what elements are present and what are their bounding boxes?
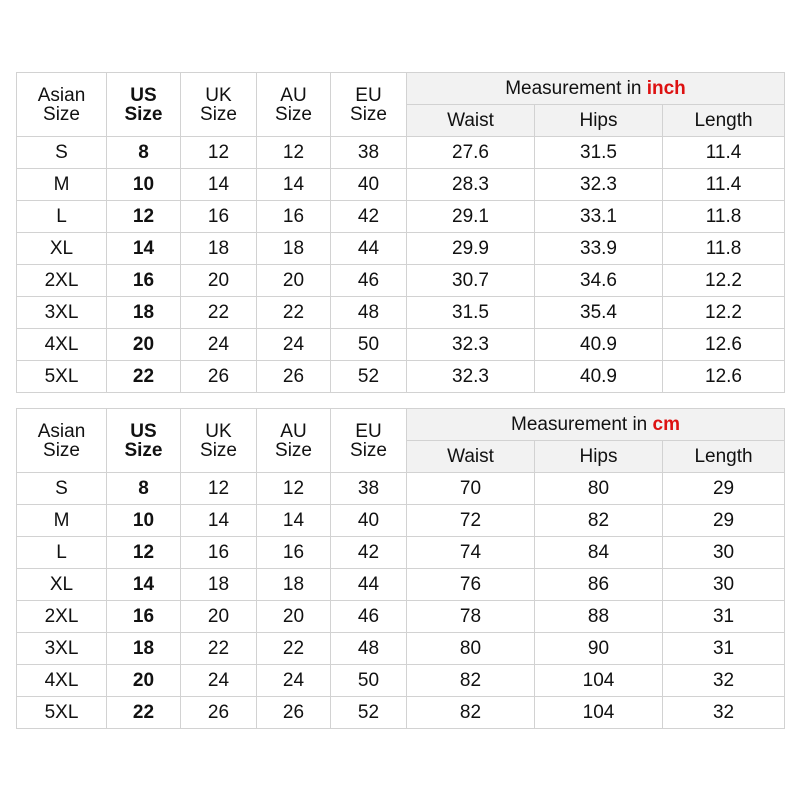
header-hips: Hips xyxy=(535,105,663,137)
measurement-unit: inch xyxy=(646,78,686,99)
eu-size-cell: 44 xyxy=(331,569,407,601)
asian-size-cell: 2XL xyxy=(17,265,107,297)
asian-size-cell: XL xyxy=(17,233,107,265)
measurement-prefix: Measurement in xyxy=(511,414,648,435)
us-size-cell: 18 xyxy=(107,633,181,665)
us-size-cell: 8 xyxy=(107,137,181,169)
table-body xyxy=(17,473,785,729)
table-row xyxy=(17,473,785,505)
header-eu-line1: EU xyxy=(355,420,382,442)
header-length: Length xyxy=(663,105,785,137)
asian-size-cell: S xyxy=(17,473,107,505)
table-row xyxy=(17,537,785,569)
table-body xyxy=(17,137,785,393)
table-row xyxy=(17,201,785,233)
hips-cell: 32.3 xyxy=(535,169,663,201)
length-cell: 11.4 xyxy=(663,137,785,169)
header-uk-line2: Size xyxy=(200,439,237,461)
header-uk-line1: UK xyxy=(205,84,232,106)
length-cell: 11.8 xyxy=(663,201,785,233)
uk-size-cell: 16 xyxy=(181,201,257,233)
hips-cell: 88 xyxy=(535,601,663,633)
waist-cell: 28.3 xyxy=(407,169,535,201)
hips-cell: 34.6 xyxy=(535,265,663,297)
length-cell: 11.8 xyxy=(663,233,785,265)
asian-size-cell: M xyxy=(17,169,107,201)
header-uk-line1: UK xyxy=(205,420,232,442)
hips-cell: 31.5 xyxy=(535,137,663,169)
header-au-size xyxy=(257,73,331,137)
eu-size-cell: 38 xyxy=(331,137,407,169)
length-cell: 31 xyxy=(663,601,785,633)
waist-cell: 82 xyxy=(407,665,535,697)
asian-size-cell: 2XL xyxy=(17,601,107,633)
us-size-cell: 22 xyxy=(107,361,181,393)
hips-cell: 33.9 xyxy=(535,233,663,265)
table-row xyxy=(17,233,785,265)
length-cell: 31 xyxy=(663,633,785,665)
us-size-cell: 14 xyxy=(107,233,181,265)
us-size-cell: 18 xyxy=(107,297,181,329)
au-size-cell: 26 xyxy=(257,361,331,393)
au-size-cell: 24 xyxy=(257,329,331,361)
table-row xyxy=(17,601,785,633)
hips-cell: 84 xyxy=(535,537,663,569)
header-waist: Waist xyxy=(407,105,535,137)
us-size-cell: 16 xyxy=(107,601,181,633)
header-asian-size xyxy=(17,409,107,473)
eu-size-cell: 52 xyxy=(331,361,407,393)
header-au-line2: Size xyxy=(275,103,312,125)
header-asian-line1: Asian xyxy=(37,420,86,442)
table-row xyxy=(17,633,785,665)
waist-cell: 70 xyxy=(407,473,535,505)
waist-cell: 32.3 xyxy=(407,361,535,393)
uk-size-cell: 24 xyxy=(181,329,257,361)
au-size-cell: 12 xyxy=(257,473,331,505)
waist-cell: 30.7 xyxy=(407,265,535,297)
table-row xyxy=(17,665,785,697)
us-size-cell: 8 xyxy=(107,473,181,505)
waist-cell: 29.1 xyxy=(407,201,535,233)
header-us-line2: Size xyxy=(124,103,163,125)
table-row xyxy=(17,265,785,297)
uk-size-cell: 26 xyxy=(181,361,257,393)
length-cell: 29 xyxy=(663,473,785,505)
uk-size-cell: 22 xyxy=(181,633,257,665)
eu-size-cell: 48 xyxy=(331,297,407,329)
header-waist: Waist xyxy=(407,441,535,473)
waist-cell: 29.9 xyxy=(407,233,535,265)
header-uk-size xyxy=(181,409,257,473)
au-size-cell: 16 xyxy=(257,537,331,569)
asian-size-cell: 4XL xyxy=(17,665,107,697)
table-row xyxy=(17,329,785,361)
header-au-line2: Size xyxy=(275,439,312,461)
header-eu-line1: EU xyxy=(355,84,382,106)
au-size-cell: 14 xyxy=(257,505,331,537)
au-size-cell: 20 xyxy=(257,601,331,633)
header-eu-size xyxy=(331,73,407,137)
hips-cell: 33.1 xyxy=(535,201,663,233)
table-row xyxy=(17,697,785,729)
eu-size-cell: 44 xyxy=(331,233,407,265)
asian-size-cell: L xyxy=(17,201,107,233)
hips-cell: 86 xyxy=(535,569,663,601)
uk-size-cell: 20 xyxy=(181,265,257,297)
uk-size-cell: 12 xyxy=(181,137,257,169)
us-size-cell: 20 xyxy=(107,329,181,361)
waist-cell: 80 xyxy=(407,633,535,665)
header-us-size xyxy=(107,409,181,473)
au-size-cell: 26 xyxy=(257,697,331,729)
uk-size-cell: 16 xyxy=(181,537,257,569)
eu-size-cell: 46 xyxy=(331,265,407,297)
hips-cell: 40.9 xyxy=(535,329,663,361)
size-chart-cm xyxy=(16,408,785,729)
header-asian-line1: Asian xyxy=(37,84,86,106)
asian-size-cell: 4XL xyxy=(17,329,107,361)
length-cell: 29 xyxy=(663,505,785,537)
header-au-size xyxy=(257,409,331,473)
eu-size-cell: 40 xyxy=(331,169,407,201)
eu-size-cell: 46 xyxy=(331,601,407,633)
hips-cell: 80 xyxy=(535,473,663,505)
header-hips: Hips xyxy=(535,441,663,473)
uk-size-cell: 12 xyxy=(181,473,257,505)
header-eu-line2: Size xyxy=(350,103,387,125)
table-row xyxy=(17,137,785,169)
length-cell: 12.6 xyxy=(663,329,785,361)
us-size-cell: 16 xyxy=(107,265,181,297)
eu-size-cell: 50 xyxy=(331,665,407,697)
uk-size-cell: 26 xyxy=(181,697,257,729)
eu-size-cell: 42 xyxy=(331,537,407,569)
uk-size-cell: 14 xyxy=(181,169,257,201)
length-cell: 12.2 xyxy=(663,265,785,297)
au-size-cell: 14 xyxy=(257,169,331,201)
hips-cell: 35.4 xyxy=(535,297,663,329)
au-size-cell: 18 xyxy=(257,569,331,601)
eu-size-cell: 48 xyxy=(331,633,407,665)
header-au-line1: AU xyxy=(280,420,307,442)
length-cell: 12.6 xyxy=(663,361,785,393)
table-row xyxy=(17,297,785,329)
hips-cell: 82 xyxy=(535,505,663,537)
measurement-prefix: Measurement in xyxy=(505,78,642,99)
waist-cell: 72 xyxy=(407,505,535,537)
header-eu-line2: Size xyxy=(350,439,387,461)
uk-size-cell: 18 xyxy=(181,233,257,265)
asian-size-cell: L xyxy=(17,537,107,569)
header-us-line1: US xyxy=(130,420,157,442)
length-cell: 32 xyxy=(663,665,785,697)
eu-size-cell: 42 xyxy=(331,201,407,233)
length-cell: 32 xyxy=(663,697,785,729)
eu-size-cell: 40 xyxy=(331,505,407,537)
waist-cell: 32.3 xyxy=(407,329,535,361)
table-row xyxy=(17,505,785,537)
header-us-size xyxy=(107,73,181,137)
length-cell: 12.2 xyxy=(663,297,785,329)
asian-size-cell: XL xyxy=(17,569,107,601)
header-length: Length xyxy=(663,441,785,473)
header-asian-line2: Size xyxy=(43,103,80,125)
hips-cell: 104 xyxy=(535,697,663,729)
au-size-cell: 20 xyxy=(257,265,331,297)
us-size-cell: 14 xyxy=(107,569,181,601)
us-size-cell: 12 xyxy=(107,201,181,233)
us-size-cell: 20 xyxy=(107,665,181,697)
length-cell: 30 xyxy=(663,569,785,601)
measurement-unit: cm xyxy=(652,414,680,435)
asian-size-cell: M xyxy=(17,505,107,537)
hips-cell: 104 xyxy=(535,665,663,697)
table-row xyxy=(17,169,785,201)
hips-cell: 40.9 xyxy=(535,361,663,393)
au-size-cell: 24 xyxy=(257,665,331,697)
uk-size-cell: 20 xyxy=(181,601,257,633)
au-size-cell: 18 xyxy=(257,233,331,265)
hips-cell: 90 xyxy=(535,633,663,665)
asian-size-cell: 5XL xyxy=(17,697,107,729)
uk-size-cell: 22 xyxy=(181,297,257,329)
waist-cell: 74 xyxy=(407,537,535,569)
length-cell: 11.4 xyxy=(663,169,785,201)
us-size-cell: 10 xyxy=(107,505,181,537)
eu-size-cell: 38 xyxy=(331,473,407,505)
eu-size-cell: 50 xyxy=(331,329,407,361)
asian-size-cell: 5XL xyxy=(17,361,107,393)
au-size-cell: 12 xyxy=(257,137,331,169)
us-size-cell: 22 xyxy=(107,697,181,729)
header-asian-line2: Size xyxy=(43,439,80,461)
header-uk-line2: Size xyxy=(200,103,237,125)
waist-cell: 78 xyxy=(407,601,535,633)
header-uk-size xyxy=(181,73,257,137)
header-eu-size xyxy=(331,409,407,473)
asian-size-cell: 3XL xyxy=(17,297,107,329)
table-row xyxy=(17,569,785,601)
waist-cell: 31.5 xyxy=(407,297,535,329)
size-chart-inch xyxy=(16,72,785,393)
header-asian-size xyxy=(17,73,107,137)
table-row xyxy=(17,361,785,393)
waist-cell: 82 xyxy=(407,697,535,729)
length-cell: 30 xyxy=(663,537,785,569)
header-us-line1: US xyxy=(130,84,157,106)
measurement-header xyxy=(407,73,785,105)
eu-size-cell: 52 xyxy=(331,697,407,729)
us-size-cell: 12 xyxy=(107,537,181,569)
uk-size-cell: 18 xyxy=(181,569,257,601)
uk-size-cell: 14 xyxy=(181,505,257,537)
asian-size-cell: S xyxy=(17,137,107,169)
us-size-cell: 10 xyxy=(107,169,181,201)
waist-cell: 76 xyxy=(407,569,535,601)
header-us-line2: Size xyxy=(124,439,163,461)
au-size-cell: 22 xyxy=(257,633,331,665)
au-size-cell: 16 xyxy=(257,201,331,233)
measurement-header xyxy=(407,409,785,441)
uk-size-cell: 24 xyxy=(181,665,257,697)
au-size-cell: 22 xyxy=(257,297,331,329)
asian-size-cell: 3XL xyxy=(17,633,107,665)
header-au-line1: AU xyxy=(280,84,307,106)
waist-cell: 27.6 xyxy=(407,137,535,169)
